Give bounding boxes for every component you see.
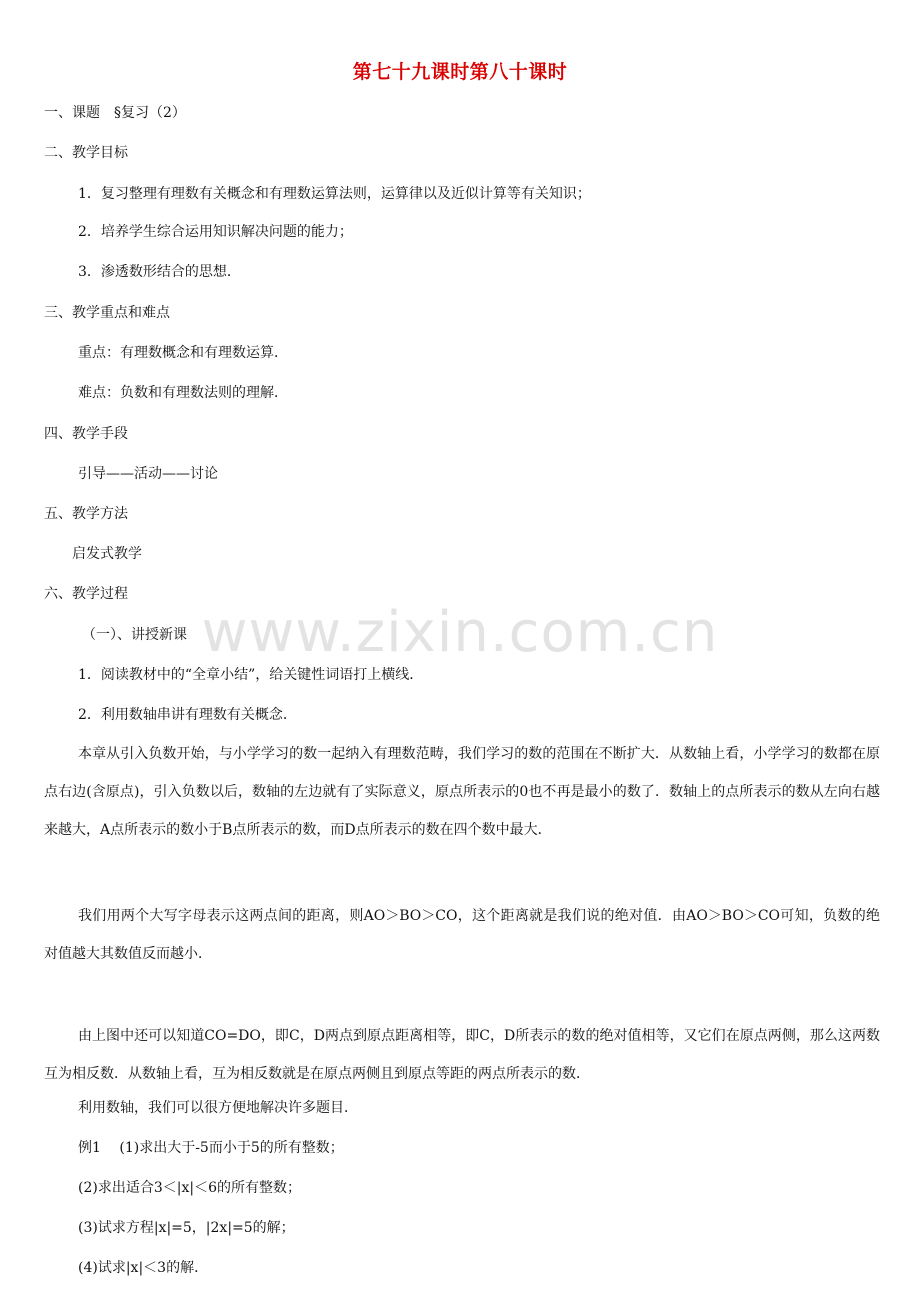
page-title: 第七十九课时第八十课时	[352, 61, 568, 83]
paragraph-number-range: 本章从引入负数开始，与小学学习的数一起纳入有理数范畴，我们学习的数的范围在不断扩大．从数轴上看，小学学习的数都在原点右边(含原点)，引入负数以后，数轴的左边就有了实际意义，原点所表示的0也不再是最小的数了．数轴上的点所表示的数从左向右越来越大，A点所表示的数小于B点所表示的数，而D点所表示的数在四个数中最大．	[44, 746, 880, 838]
subsection-new-lesson: （一）、讲授新课	[82, 627, 187, 643]
section-means: 四、教学手段	[44, 426, 128, 442]
section-goals: 二、教学目标	[44, 145, 128, 161]
teaching-method: 启发式教学	[72, 546, 142, 562]
process-step-1: 1．阅读教材中的“全章小结”，给关键性词语打上横线．	[78, 667, 424, 683]
paragraph-number-line-use: 利用数轴，我们可以很方便地解决许多题目．	[78, 1100, 358, 1116]
section-method: 五、教学方法	[44, 506, 128, 522]
paragraph-opposite-numbers: 由上图中还可以知道CO=DO，即C，D两点到原点距离相等，即C，D所表示的数的绝对值相等，又它们在原点两侧，那么这两数互为相反数．从数轴上看，互为相反数就是在原点两侧且到原点等距的两点所表示的数．	[44, 1028, 880, 1082]
watermark: www.zixin.com.cn	[201, 600, 719, 665]
difficult-point: 难点：负数和有理数法则的理解．	[78, 385, 288, 401]
goal-1: 1．复习整理有理数有关概念和有理数运算法则，运算律以及近似计算等有关知识；	[78, 186, 591, 202]
teaching-means: 引导——活动——讨论	[78, 466, 218, 482]
section-key-points: 三、教学重点和难点	[44, 305, 170, 321]
example-1-part-3: (3)试求方程|x|=5，|2x|=5的解；	[78, 1220, 295, 1236]
section-topic: 一、课题 §复习（2）	[44, 105, 186, 121]
key-point: 重点：有理数概念和有理数运算．	[78, 345, 288, 361]
paragraph-absolute-value: 我们用两个大写字母表示这两点间的距离，则AO＞BO＞CO，这个距离就是我们说的绝对值．由AO＞BO＞CO可知，负数的绝对值越大其数值反而越小．	[44, 908, 880, 962]
section-process: 六、教学过程	[44, 586, 128, 602]
goal-2: 2．培养学生综合运用知识解决问题的能力；	[78, 224, 353, 240]
example-1-part-1: 例1 (1)求出大于-5而小于5的所有整数；	[78, 1140, 344, 1156]
example-1-part-2: (2)求出适合3＜|x|＜6的所有整数；	[78, 1180, 301, 1196]
process-step-2: 2．利用数轴串讲有理数有关概念．	[78, 707, 297, 723]
example-1-part-4: (4)试求|x|＜3的解．	[78, 1260, 209, 1276]
goal-3: 3．渗透数形结合的思想．	[78, 264, 241, 280]
